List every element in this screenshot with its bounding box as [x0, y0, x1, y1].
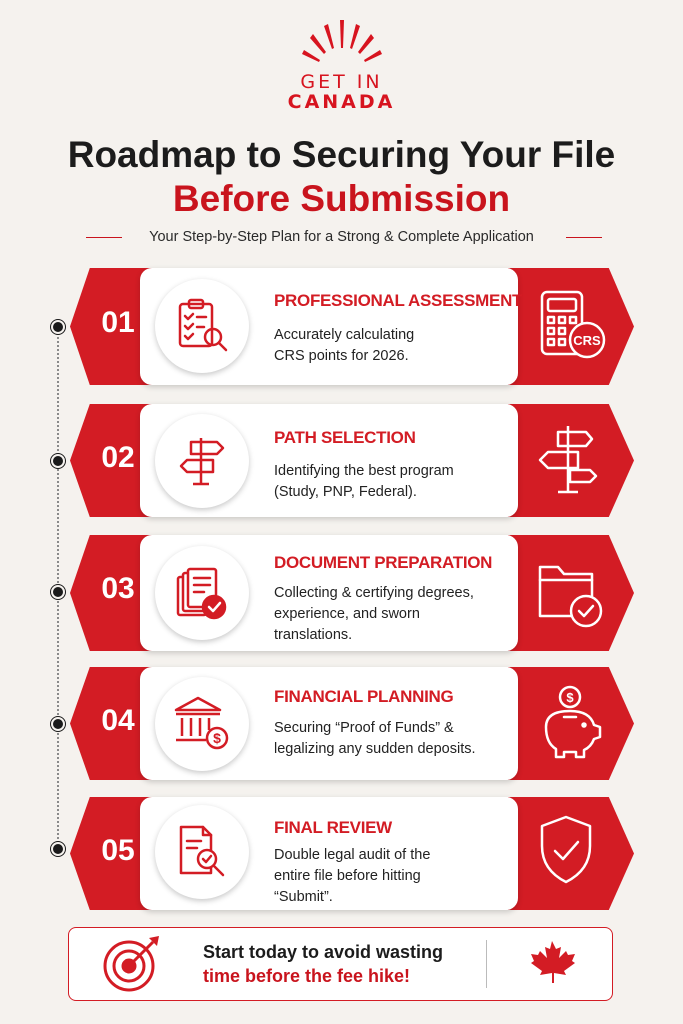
step-icon-circle — [155, 279, 249, 373]
step-icon-circle — [155, 546, 249, 640]
piggy-bank-dollar-icon — [532, 683, 606, 768]
step-number: 04 — [101, 704, 135, 737]
sunburst-logo-icon — [300, 18, 384, 72]
step-title: FINAL REVIEW — [274, 818, 392, 837]
documents-check-icon — [172, 563, 232, 623]
timeline-dot — [51, 454, 65, 468]
subtitle-rule-right — [566, 237, 602, 238]
calculator-crs-icon — [532, 288, 608, 369]
step-description: Securing “Proof of Funds” & legalizing any sudden deposits. — [274, 720, 476, 757]
brand-line1: GET IN — [300, 71, 383, 93]
timeline-dot — [51, 585, 65, 599]
brand-logo — [0, 18, 683, 112]
page-title-line2: Before Submission — [172, 178, 511, 219]
signpost-icon — [532, 422, 604, 503]
page-title-line1: Roadmap to Securing Your File — [67, 134, 616, 175]
folder-check-icon — [532, 555, 606, 636]
step-title: PATH SELECTION — [274, 428, 416, 447]
footer-divider — [486, 940, 487, 988]
clipboard-magnifier-icon — [172, 296, 232, 356]
svg-text:$: $ — [566, 690, 574, 705]
bank-dollar-icon — [172, 694, 232, 754]
step-number: 02 — [101, 441, 135, 474]
step-title: FINANCIAL PLANNING — [274, 687, 454, 706]
document-magnifier-icon — [173, 823, 231, 881]
svg-text:$: $ — [213, 730, 221, 746]
footer-banner — [68, 927, 613, 1001]
step-title: PROFESSIONAL ASSESSMENT — [274, 291, 523, 310]
step-icon-circle — [155, 414, 249, 508]
step-icon-circle — [155, 805, 249, 899]
step-number: 05 — [101, 834, 135, 867]
step-description: Double legal audit of the entire file before hitting “Submit”. — [274, 847, 431, 905]
step-description: Accurately calculating CRS points for 2026. — [274, 327, 415, 364]
brand-line2: CANADA — [287, 91, 396, 113]
timeline-dot — [51, 320, 65, 334]
crs-label: CRS — [573, 333, 601, 348]
maple-leaf-icon — [527, 938, 577, 993]
footer-line1: Start today to avoid wasting — [203, 942, 444, 962]
timeline-dot — [51, 717, 65, 731]
step-icon-circle — [155, 677, 249, 771]
step-number: 03 — [101, 572, 135, 605]
step-description: Identifying the best program (Study, PNP, Federal). — [274, 463, 454, 500]
step-description: Collecting & certifying degrees, experience, and sworn translations. — [274, 585, 474, 643]
step-number: 01 — [101, 306, 135, 339]
target-arrow-icon — [99, 934, 165, 999]
step-title: DOCUMENT PREPARATION — [274, 553, 493, 572]
page-subtitle: Your Step-by-Step Plan for a Strong & Complete Application — [149, 229, 534, 245]
footer-line2: time before the fee hike! — [203, 966, 411, 986]
signpost-icon — [173, 432, 231, 490]
timeline-dot — [51, 842, 65, 856]
shield-check-icon — [532, 811, 600, 894]
